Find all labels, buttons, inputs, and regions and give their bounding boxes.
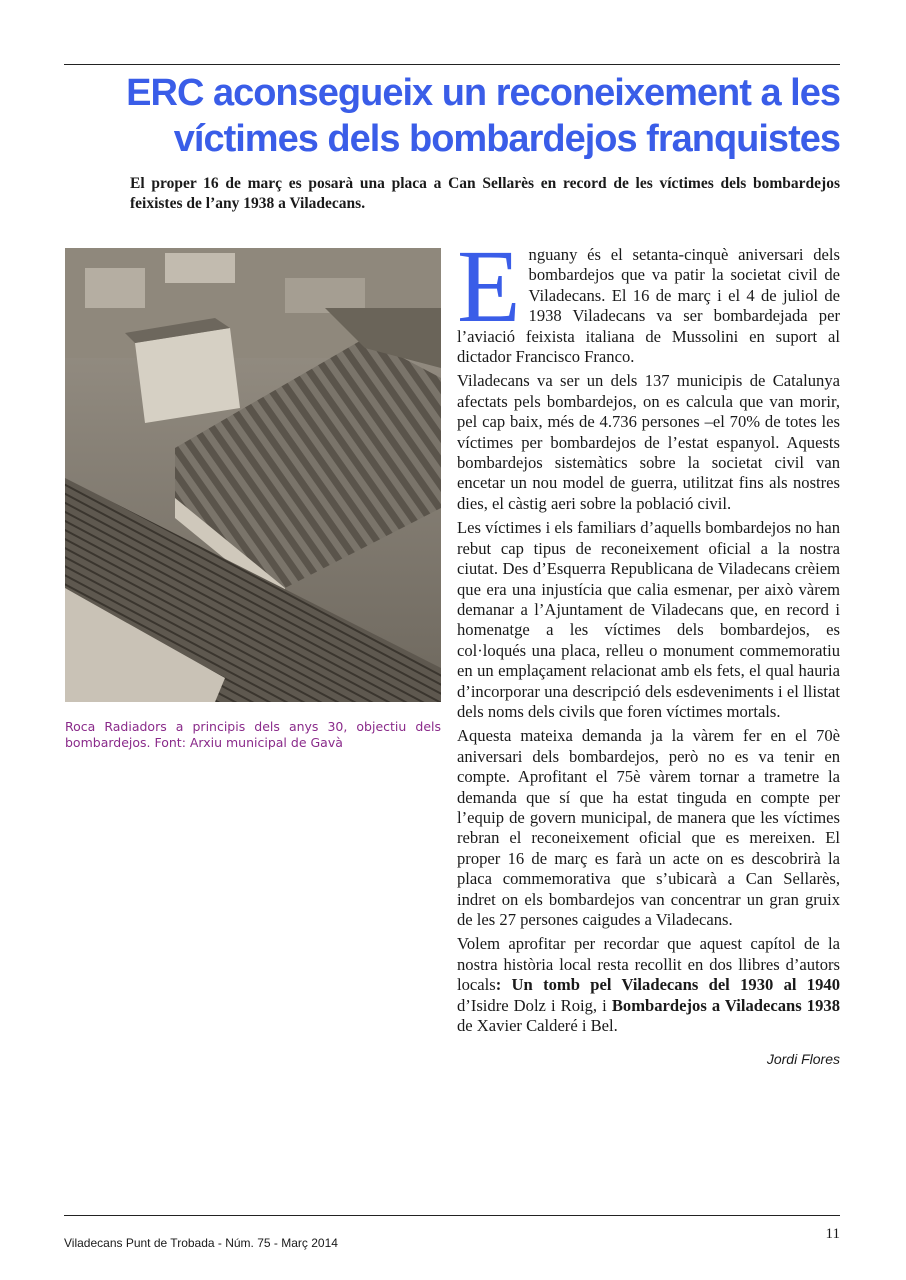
article-subtitle: El proper 16 de març es posarà una placa a Can Sellarès en record de les víctimes dels bombardejos feixistes de l’any 1938 a Viladecans.	[130, 175, 840, 212]
book-title-1: : Un tomb pel Viladecans del 1930 al 1940	[495, 975, 840, 995]
footer-publication: Viladecans Punt de Trobada - Núm. 75 - Març 2014	[64, 1236, 338, 1250]
bottom-rule	[64, 1215, 840, 1216]
article-columns	[64, 229, 840, 1068]
paragraph-1	[457, 229, 840, 367]
p5-text-a: Volem aprofitar per recordar que aquest capítol de la nostra història local resta recollit en dos llibres d’autors locals	[457, 934, 840, 995]
paragraph-2: Viladecans va ser un dels 137 municipis de Catalunya afectats pels bombardejos, on es calcula que van morir, pel cap baix, més de 4.736 persones –el 70% de totes les víctimes per bombardejos de l’estat espanyol. Aquests bombardejos sistemàtics sobre la societat civil van encetar un nou model de guerra, utilitzat fins als nostres dies, el càstig aeri sobre la població civil.	[457, 371, 840, 513]
article-body	[457, 229, 840, 1036]
p5-text-c: d’Isidre Dolz i Roig, i	[457, 995, 612, 1015]
photo-column	[65, 248, 441, 751]
page-content	[64, 70, 840, 1068]
drop-cap: E	[457, 229, 521, 344]
book-title-2: Bombardejos a Viladecans 1938	[611, 995, 840, 1015]
photo-caption: Roca Radiadors a principis dels anys 30, objectiu dels bombardejos. Font: Arxiu municipal de Gavà	[65, 719, 441, 750]
article-author: Jordi Flores	[766, 1051, 840, 1068]
paragraph-1-text: nguany és el setanta-cinquè aniversari dels bombardejos que va patir la societat civil de Viladecans. El 16 de març i el 4 de juliol de 1938 Viladecans va ser bombardejada per l’aviació feixista italiana de Mussolini en suport al dictador Francisco Franco.	[457, 245, 840, 367]
page-number: 11	[825, 1226, 840, 1242]
paragraph-3: Les víctimes i els familiars d’aquells bombardejos no han rebut cap tipus de reconeixement oficial a la nostra ciutat. Des d’Esquerra Republicana de Viladecans crèiem que era una injustícia que calia esmenar, per això vàrem demanar a l’Ajuntament de Viladecans que, en record i homenatge a les víctimes dels bombardejos, es col·loqués una placa, relleu o monument commemoratiu en un emplaçament relacionat amb els fets, el qual hauria d’incorporar una descripció dels esdeveniments i el llistat dels noms dels civils que foren víctimes mortals.	[457, 518, 840, 721]
article-title: ERC aconsegueix un reconeixement a les víctimes dels bombardejos franquistes	[126, 72, 840, 160]
paragraph-4: Aquesta mateixa demanda ja la vàrem fer en el 70è aniversari dels bombardejos, però no es va tenir en compte. Aprofitant el 75è vàrem tornar a trametre la demanda que sí que ha estat tinguda en compte per l’equip de govern municipal, de manera que les víctimes rebran el reconeixement oficial que es mereixen. El proper 16 de març es farà un acte on es descobrirà la placa commemorativa que s’ubicarà a Can Sellarès, indret on els bombardejos van concentrar un gran gruix de les 27 persones caigudes a Viladecans.	[457, 726, 840, 929]
paragraph-5	[457, 934, 840, 1036]
text-column	[457, 229, 840, 1068]
p5-text-e: de Xavier Calderé i Bel.	[457, 1016, 618, 1036]
historic-factory-photo	[65, 248, 441, 702]
top-rule	[64, 64, 840, 65]
